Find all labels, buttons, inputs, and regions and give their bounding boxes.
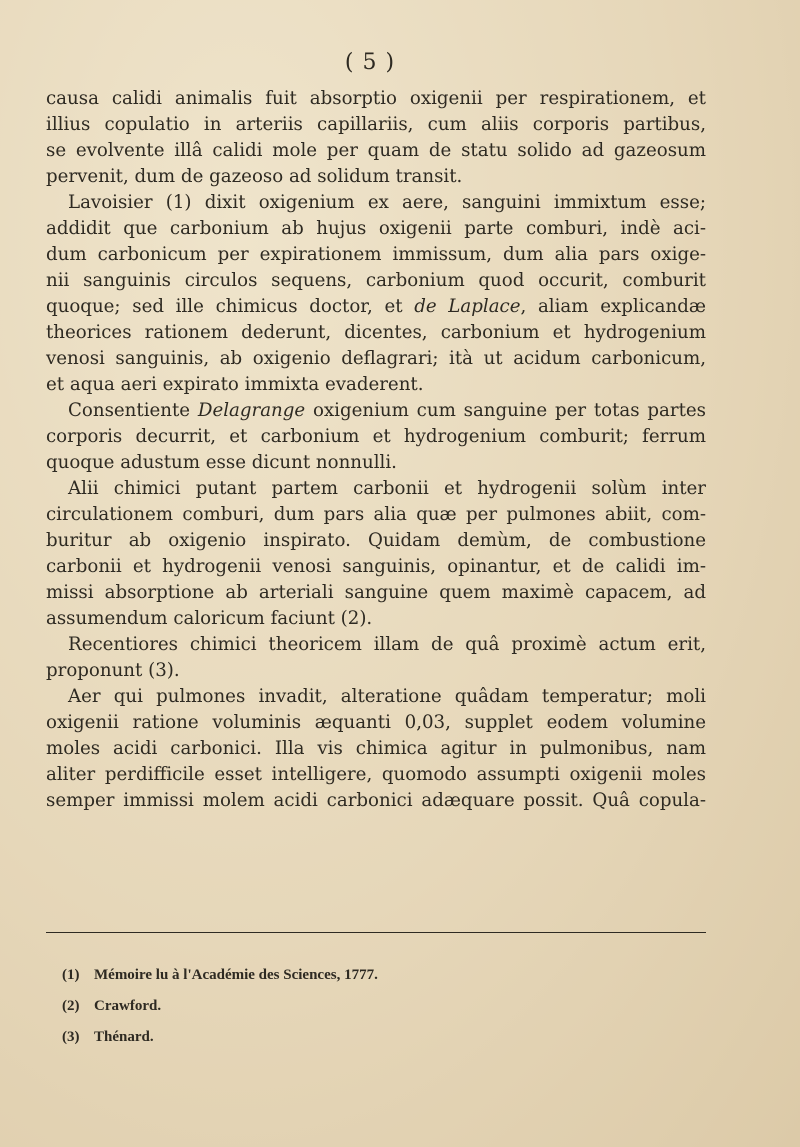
- footnote-number: (3): [62, 1029, 80, 1045]
- text-line: buritur ab oxigenio inspirato. Quidam demùm, de combustione: [46, 530, 706, 551]
- text-segment: , aliam explicandæ: [520, 296, 706, 317]
- footnote-number: (2): [62, 998, 80, 1014]
- text-segment: quoque; sed ille chimicus doctor, et: [46, 296, 415, 317]
- text-line: [46, 294, 706, 320]
- text-line: Alii chimici putant partem carbonii et hydrogenii solùm inter: [68, 478, 706, 499]
- footnote-text: Thénard.: [94, 1029, 154, 1045]
- text-line: missi absorptione ab arteriali sanguine quem maximè capacem, ad: [46, 582, 706, 603]
- text-line: dum carbonicum per expirationem immissum, dum alia pars oxige-: [46, 244, 706, 265]
- text-line: theorices rationem dederunt, dicentes, carbonium et hydrogenium: [46, 322, 706, 343]
- footnote: [62, 960, 702, 991]
- footnote-text: Mémoire lu à l'Académie des Sciences, 1777.: [94, 967, 378, 983]
- text-line: addidit que carbonium ab hujus oxigenii parte comburi, indè aci-: [46, 218, 706, 239]
- text-line: pervenit, dum de gazeoso ad solidum transit.: [46, 166, 463, 187]
- text-line: [46, 398, 706, 424]
- footnotes: [62, 960, 702, 1053]
- text-segment: Consentiente: [68, 400, 198, 421]
- footnote-divider: [46, 932, 706, 933]
- text-line: corporis decurrit, et carbonium et hydrogenium comburit; ferrum: [46, 426, 706, 447]
- italic-name: Delagrange: [197, 400, 306, 421]
- text-line: oxigenii ratione voluminis æquanti 0,03, supplet eodem volumine: [46, 712, 706, 733]
- text-line: causa calidi animalis fuit absorptio oxigenii per respirationem, et: [46, 88, 706, 109]
- italic-name: de Laplace: [414, 296, 521, 317]
- text-line: carbonii et hydrogenii venosi sanguinis, opinantur, et de calidi im-: [46, 556, 706, 577]
- body-text: [46, 86, 706, 814]
- text-line: Aer qui pulmones invadit, alteratione quâdam temperatur; moli: [68, 686, 706, 707]
- text-line: Lavoisier (1) dixit oxigenium ex aere, sanguini immixtum esse;: [68, 192, 706, 213]
- text-line: semper immissi molem acidi carbonici adæquare possit. Quâ copula-: [46, 790, 706, 811]
- text-line: se evolvente illâ calidi mole per quam de statu solido ad gazeosum: [46, 140, 706, 161]
- text-line: assumendum caloricum faciunt (2).: [46, 608, 373, 629]
- text-line: quoque adustum esse dicunt nonnulli.: [46, 452, 397, 473]
- footnote-text: Crawford.: [94, 998, 162, 1014]
- footnote: [62, 1022, 702, 1053]
- text-segment: oxigenium cum sanguine per totas partes: [305, 400, 706, 421]
- text-line: venosi sanguinis, ab oxigenio deflagrari; ità ut acidum carbonicum,: [46, 348, 706, 369]
- footnote-number: (1): [62, 967, 80, 983]
- text-line: proponunt (3).: [46, 660, 180, 681]
- text-line: aliter perdifficile esset intelligere, quomodo assumpti oxigenii moles: [46, 764, 706, 785]
- text-line: et aqua aeri expirato immixta evaderent.: [46, 374, 424, 395]
- text-line: nii sanguinis circulos sequens, carbonium quod occurit, comburit: [46, 270, 706, 291]
- text-line: illius copulatio in arteriis capillariis, cum aliis corporis partibus,: [46, 114, 706, 135]
- text-line: Recentiores chimici theoricem illam de quâ proximè actum erit,: [68, 634, 706, 655]
- page-number: ( 5 ): [344, 50, 396, 75]
- text-line: circulationem comburi, dum pars alia quæ per pulmones abiit, com-: [46, 504, 706, 525]
- footnote: [62, 991, 702, 1022]
- text-line: moles acidi carbonici. Illa vis chimica agitur in pulmonibus, nam: [46, 738, 706, 759]
